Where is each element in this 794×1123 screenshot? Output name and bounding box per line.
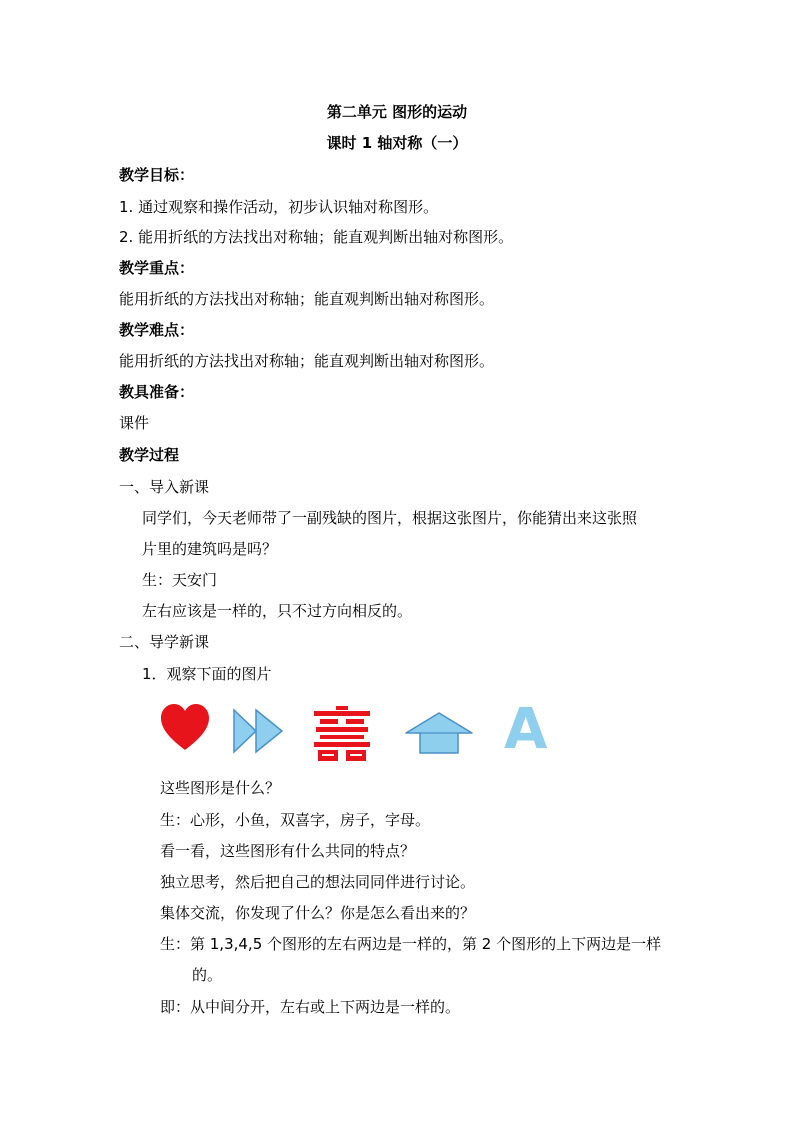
answer-2-line-2: 的。 <box>192 966 223 984</box>
question-4: 集体交流，你发现了什么？你是怎么看出来的？ <box>160 904 476 922</box>
difficulties-text: 能用折纸的方法找出对称轴；能直观判断出轴对称图形。 <box>119 352 495 370</box>
unit-title: 第二单元 图形的运动 <box>326 103 468 121</box>
intro-note: 左右应该是一样的，只不过方向相反的。 <box>142 602 413 620</box>
intro-line-2: 片里的建筑吗是吗？ <box>142 540 278 558</box>
step-1: 1．观察下面的图片 <box>142 665 272 683</box>
answer-3: 即：从中间分开，左右或上下两边是一样的。 <box>160 998 461 1016</box>
house-icon <box>404 711 474 755</box>
letter-a-icon: A <box>504 697 548 762</box>
intro-answer: 生：天安门 <box>142 571 218 589</box>
process-heading: 教学过程 <box>119 446 180 464</box>
question-3: 独立思考，然后把自己的想法同同伴进行讨论。 <box>160 873 476 891</box>
key-points-text: 能用折纸的方法找出对称轴；能直观判断出轴对称图形。 <box>119 290 495 308</box>
double-happiness-icon <box>312 706 372 762</box>
section-2-heading: 二、导学新课 <box>119 633 210 651</box>
objective-item-2: 2. 能用折纸的方法找出对称轴；能直观判断出轴对称图形。 <box>119 228 514 246</box>
answer-2-line-1: 生：第 1,3,4,5 个图形的左右两边是一样的，第 2 个图形的上下两边是一样 <box>160 935 662 953</box>
difficulties-heading: 教学难点： <box>119 321 195 339</box>
materials-text: 课件 <box>119 414 150 432</box>
answer-1: 生：心形，小鱼，双喜字，房子，字母。 <box>160 811 431 829</box>
key-points-heading: 教学重点： <box>119 259 195 277</box>
objectives-heading: 教学目标： <box>119 166 195 184</box>
fish-icon <box>232 708 284 754</box>
intro-line-1: 同学们，今天老师带了一副残缺的图片，根据这张图片，你能猜出来这张照 <box>142 509 638 527</box>
materials-heading: 教具准备： <box>119 383 195 401</box>
objective-item-1: 1. 通过观察和操作活动，初步认识轴对称图形。 <box>119 198 439 216</box>
question-2: 看一看，这些图形有什么共同的特点？ <box>160 842 416 860</box>
symmetric-figures <box>160 697 560 765</box>
question-1: 这些图形是什么？ <box>160 779 281 797</box>
heart-icon <box>160 703 210 753</box>
lesson-title: 课时 1 轴对称（一） <box>326 134 468 152</box>
section-1-heading: 一、导入新课 <box>119 478 210 496</box>
